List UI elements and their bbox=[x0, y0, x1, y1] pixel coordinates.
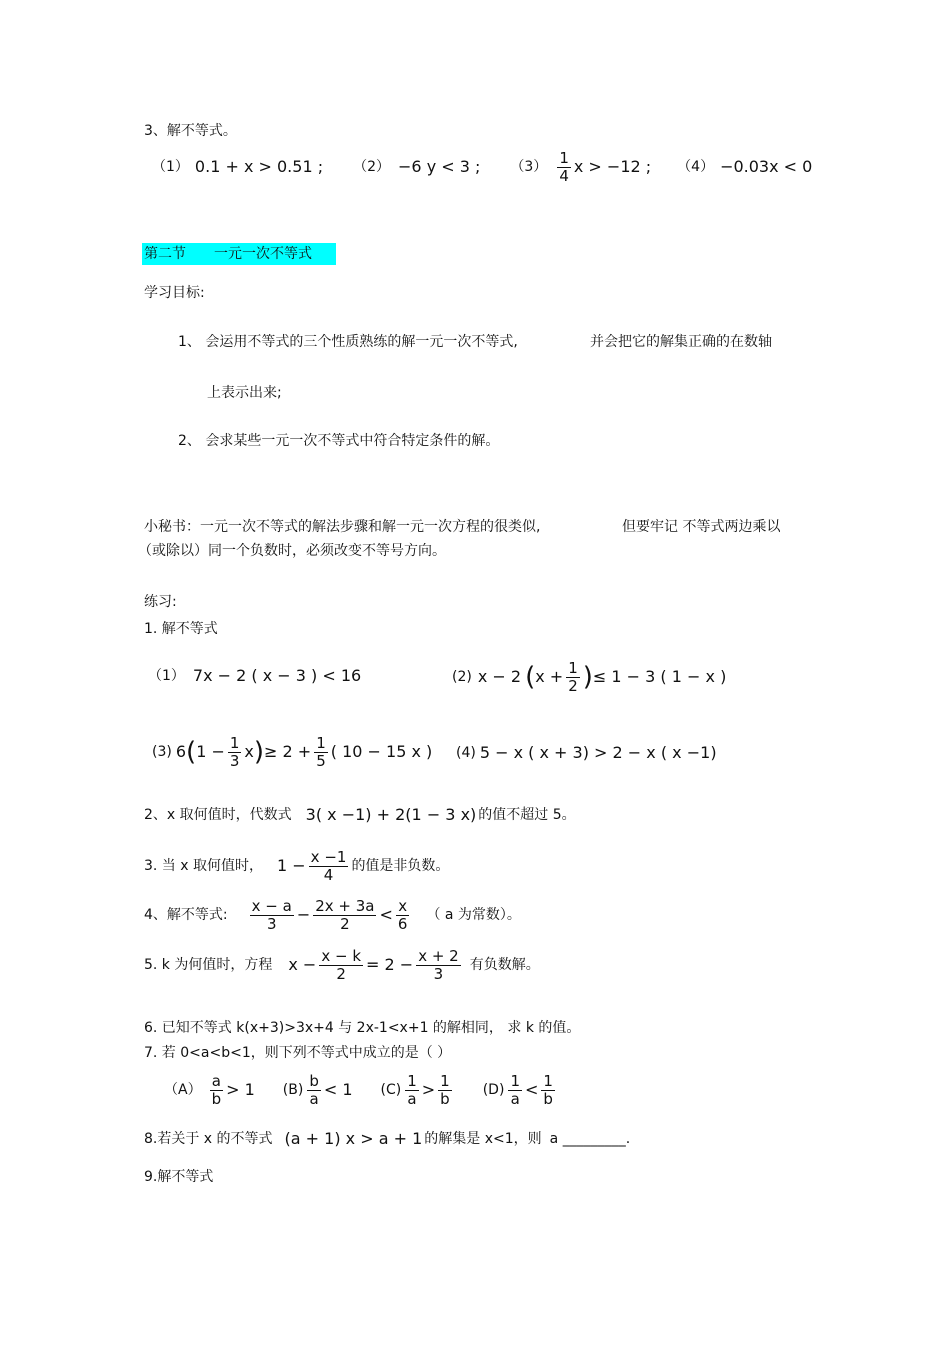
q3-part3-num: 1 bbox=[559, 148, 569, 167]
goal2: 2、 会求某些一元一次不等式中符合特定条件的解。 bbox=[178, 433, 500, 449]
practice1-part3-post: ( 10 − 15 x ) bbox=[330, 742, 433, 761]
practice7-option-a-op: > 1 bbox=[226, 1080, 255, 1099]
practice1-part3-den2: 5 bbox=[316, 751, 326, 770]
practice1-part2-open-paren: ( bbox=[525, 662, 536, 692]
practice1-part2 bbox=[452, 654, 726, 700]
practice4-fraction3 bbox=[396, 898, 410, 933]
practice3-post: 的值是非负数。 bbox=[351, 858, 450, 874]
practice1-part3-num1: 1 bbox=[229, 733, 240, 752]
practice4-num2: 2x + 3a bbox=[315, 896, 375, 915]
practice1-part3 bbox=[152, 729, 432, 775]
practice3 bbox=[144, 843, 449, 889]
practice5-num2: x + 2 bbox=[418, 946, 459, 965]
practice7-options bbox=[164, 1067, 558, 1113]
practice7-option-d-op: < bbox=[524, 1080, 539, 1099]
practice1-part2-den: 2 bbox=[568, 676, 578, 695]
practice4-den2: 2 bbox=[340, 914, 350, 933]
practice4-op1: − bbox=[296, 905, 311, 924]
q3-part1-expr: 0.1 + x > 0.51 ; bbox=[194, 157, 324, 176]
practice7-option-d-fraction1 bbox=[508, 1073, 522, 1108]
practice-title: 练习: bbox=[144, 594, 177, 610]
practice1-part3-fraction1 bbox=[228, 735, 242, 770]
practice1-part2-inner: x + bbox=[535, 667, 564, 686]
practice7-option-a-label: （A） bbox=[164, 1082, 202, 1098]
practice7-option-b-label: (B) bbox=[282, 1082, 304, 1098]
practice1-part3-den1: 3 bbox=[229, 751, 240, 770]
practice5-fraction2 bbox=[416, 948, 461, 983]
practice1-part3-inner: 1 − bbox=[196, 742, 225, 761]
practice5-num1: x − k bbox=[321, 946, 362, 965]
practice5-den1: 2 bbox=[336, 964, 346, 983]
practice4-num3: x bbox=[398, 896, 408, 915]
practice1-part4-label: (4) bbox=[456, 745, 476, 761]
practice1-part2-close-paren: ) bbox=[582, 662, 593, 692]
practice1-part2-pre: x − 2 bbox=[477, 667, 522, 686]
q3-part3-expr: x > −12 ; bbox=[573, 157, 652, 176]
section-heading: 第二节 一元一次不等式 bbox=[142, 243, 336, 265]
practice2 bbox=[144, 803, 576, 827]
practice8-pre: 8.若关于 x 的不等式 bbox=[144, 1131, 273, 1147]
q3-part3-label: （3） bbox=[510, 159, 548, 175]
practice1-part4 bbox=[456, 741, 717, 765]
practice7-option-b-den: a bbox=[309, 1089, 319, 1108]
practice8-mid: 的解集是 x<1，则 bbox=[424, 1131, 542, 1147]
practice3-lead: 1 − bbox=[277, 856, 306, 875]
practice9: 9.解不等式 bbox=[144, 1169, 214, 1185]
practice1-part3-num2: 1 bbox=[316, 733, 326, 752]
practice1-part1-label: （1） bbox=[148, 668, 185, 684]
practice4 bbox=[144, 892, 521, 938]
practice1-part1 bbox=[148, 664, 361, 688]
practice7-option-c-num2: 1 bbox=[440, 1071, 450, 1090]
practice8-expr: (a + 1) x > a + 1 bbox=[284, 1129, 423, 1148]
practice1-part3-pre: 6 bbox=[175, 742, 187, 761]
practice7-option-c-fraction1 bbox=[405, 1073, 419, 1108]
goals-title: 学习目标: bbox=[144, 285, 205, 301]
practice3-pre: 3. 当 x 取何值时， bbox=[144, 858, 263, 874]
practice7: 7. 若 0<a<b<1，则下列不等式中成立的是（ ） bbox=[144, 1045, 452, 1061]
practice7-option-c-op: > bbox=[421, 1080, 436, 1099]
practice5-post: 有负数解。 bbox=[469, 957, 540, 973]
goal1-part-a: 1、 会运用不等式的三个性质熟练的解一元一次不等式, bbox=[178, 334, 518, 350]
practice2-post: 的值不超过 5。 bbox=[478, 807, 576, 823]
practice1-part3-label: (3) bbox=[152, 744, 172, 760]
practice1-part3-x: x bbox=[244, 742, 254, 761]
practice2-expr: 3( x −1) + 2(1 − 3 x) bbox=[305, 805, 477, 824]
practice2-pre: 2、x 取何值时，代数式 bbox=[144, 807, 292, 823]
practice7-option-d-num2: 1 bbox=[543, 1071, 553, 1090]
tip-part-b: 但要牢记 不等式两边乘以 bbox=[622, 519, 781, 535]
practice4-num1: x − a bbox=[251, 896, 292, 915]
practice7-option-d-label: (D) bbox=[482, 1082, 505, 1098]
practice1-part2-post: ≤ 1 − 3 ( 1 − x ) bbox=[592, 667, 727, 686]
q3-part2-label: （2） bbox=[353, 159, 391, 175]
practice5-mid: = 2 − bbox=[366, 955, 414, 974]
practice7-option-d-num1: 1 bbox=[510, 1071, 520, 1090]
practice7-option-b-num: b bbox=[309, 1071, 319, 1090]
practice3-num: x −1 bbox=[310, 847, 347, 866]
practice7-option-d-den2: b bbox=[543, 1089, 553, 1108]
practice7-option-d-den1: a bbox=[510, 1089, 520, 1108]
q3-part3-den: 4 bbox=[559, 166, 569, 185]
practice8 bbox=[144, 1127, 630, 1151]
practice7-option-a-fraction bbox=[210, 1073, 224, 1108]
practice4-pre: 4、解不等式: bbox=[144, 907, 228, 923]
practice7-option-d-fraction2 bbox=[541, 1073, 555, 1108]
practice1-part3-fraction2 bbox=[314, 735, 328, 770]
q3-part2-expr: −6 y < 3 ; bbox=[398, 157, 481, 176]
practice1-part2-fraction bbox=[566, 660, 580, 695]
practice4-fraction2 bbox=[313, 898, 376, 933]
practice1-title: 1. 解不等式 bbox=[144, 621, 218, 637]
q3-part4-label: （4） bbox=[677, 159, 715, 175]
q3-part4-expr: −0.03x < 0 bbox=[720, 157, 813, 176]
practice3-fraction bbox=[309, 849, 349, 884]
practice5-fraction1 bbox=[319, 948, 363, 983]
practice7-option-b-fraction bbox=[307, 1073, 321, 1108]
practice3-den: 4 bbox=[323, 865, 334, 884]
q3-part1-label: （1） bbox=[152, 159, 189, 175]
practice4-fraction1 bbox=[250, 898, 294, 933]
practice6: 6. 已知不等式 k(x+3)>3x+4 与 2x-1<x+1 的解相同， 求 k 的值。 bbox=[144, 1020, 581, 1036]
q3-title: 3、解不等式。 bbox=[144, 123, 237, 139]
practice4-den3: 6 bbox=[397, 914, 408, 933]
practice1-part3-open-paren: ( bbox=[186, 737, 197, 767]
practice7-option-c-den1: a bbox=[407, 1089, 417, 1108]
practice5-pre: 5. k 为何值时，方程 bbox=[144, 957, 273, 973]
practice7-option-b-op: < 1 bbox=[323, 1080, 353, 1099]
practice1-part3-mid: ≥ 2 + bbox=[264, 742, 312, 761]
practice7-option-c-fraction2 bbox=[438, 1073, 452, 1108]
practice7-option-a-num: a bbox=[211, 1071, 221, 1090]
practice4-den1: 3 bbox=[266, 914, 277, 933]
practice7-option-a-den: b bbox=[211, 1089, 222, 1108]
goal1-part-c: 上表示出来; bbox=[207, 385, 282, 401]
practice5 bbox=[144, 942, 540, 988]
practice4-post: （ a 为常数）。 bbox=[426, 907, 521, 923]
q3-parts bbox=[152, 148, 812, 186]
q3-part3-fraction bbox=[557, 150, 571, 185]
practice1-part2-num: 1 bbox=[568, 658, 578, 677]
practice5-lead: x − bbox=[288, 955, 317, 974]
practice1-part1-expr: 7x − 2 ( x − 3 ) < 16 bbox=[192, 666, 362, 685]
tip-part-a: 小秘书：一元一次不等式的解法步骤和解一元一次方程的很类似, bbox=[144, 519, 541, 535]
practice4-op2: < bbox=[379, 905, 393, 924]
practice7-option-c-num1: 1 bbox=[407, 1071, 417, 1090]
practice1-part4-expr: 5 − x ( x + 3) > 2 − x ( x −1) bbox=[479, 743, 717, 762]
tip-part-c: （或除以）同一个负数时，必须改变不等号方向。 bbox=[138, 543, 446, 559]
goal1-part-b: 并会把它的解集正确的在数轴 bbox=[590, 334, 772, 350]
practice1-part2-label: (2) bbox=[452, 669, 472, 685]
practice7-option-c-label: (C) bbox=[380, 1082, 402, 1098]
practice8-post: a _________. bbox=[549, 1131, 631, 1147]
practice7-option-c-den2: b bbox=[440, 1089, 450, 1108]
practice5-den2: 3 bbox=[433, 964, 444, 983]
practice1-part3-close-paren: ) bbox=[253, 737, 265, 767]
